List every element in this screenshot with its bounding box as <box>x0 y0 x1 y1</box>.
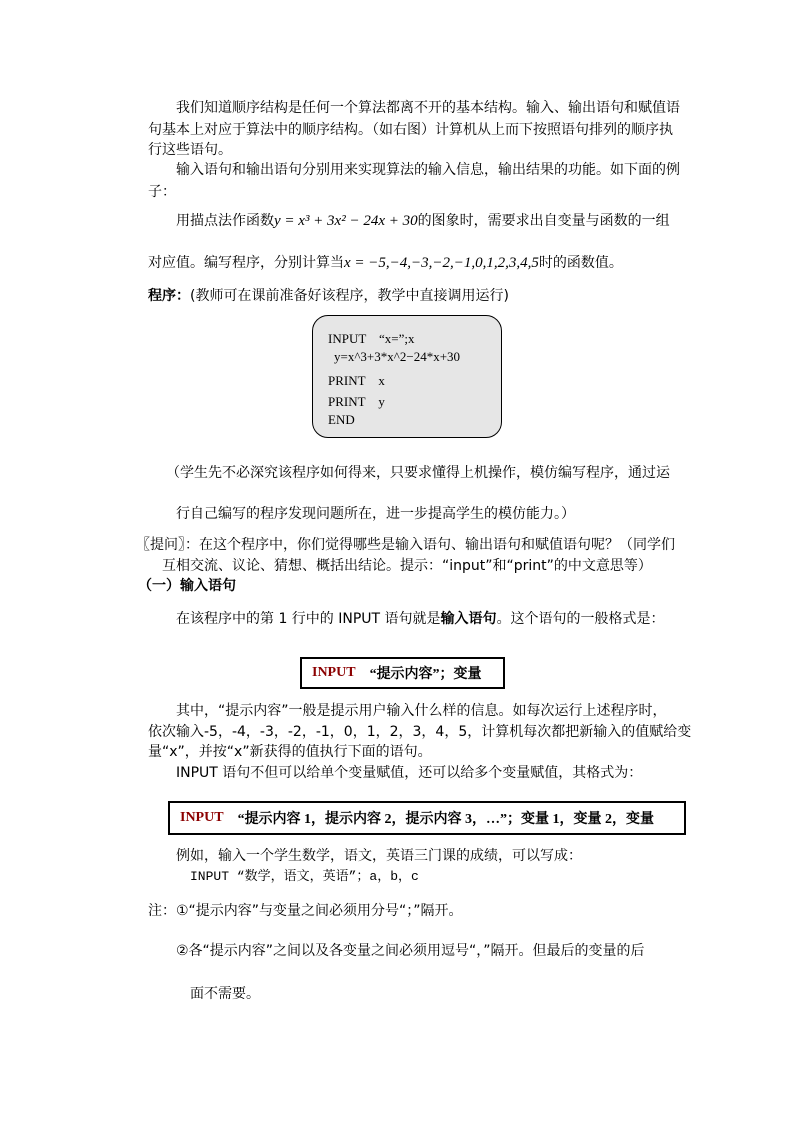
program-code-box <box>312 315 502 438</box>
section-text-prefix: 在该程序中的第 1 行中的 INPUT 语句就是 <box>176 611 441 627</box>
intro-line-1: 我们知道顺序结构是任何一个算法都离不开的基本结构。输入、输出语句和赋值语 <box>176 100 680 116</box>
format2-keyword: INPUT <box>180 810 224 825</box>
example-line2-prefix: 对应值。编写程序，分别计算当 <box>148 255 344 271</box>
example-suffix: 的图象时，需要求出自变量与函数的一组 <box>417 213 670 229</box>
format-box-single <box>300 657 505 689</box>
program-label: 程序： <box>148 288 190 304</box>
example-prefix: 用描点法作函数 <box>176 213 274 229</box>
section-text-suffix: 。这个语句的一般格式是： <box>496 611 665 627</box>
section-text-bold: 输入语句 <box>440 611 497 627</box>
example2-line-1: 例如，输入一个学生数学，语文，英语三门课的成绩，可以写成： <box>176 848 582 864</box>
example2-code: INPUT “数学，语文，英语”；a，b，c <box>190 869 419 884</box>
note-line-1: 注：①“提示内容”与变量之间必须用分号“；”隔开。 <box>148 903 463 919</box>
intro-line-3: 行这些语句。 <box>148 142 232 158</box>
section-heading: （一）输入语句 <box>138 578 236 594</box>
note-line-2: ②各“提示内容”之间以及各变量之间必须用逗号“，”隔开。但最后的变量的后 <box>176 943 645 959</box>
section-text <box>176 609 665 629</box>
format1-rest: “提示内容”；变量 <box>369 667 482 682</box>
question-line-2: 互相交流、议论、猜想、概括出结论。提示：“input”和“print”的中文意思等） <box>162 558 652 574</box>
intro-line-5: 子： <box>148 184 176 200</box>
intro-line-2: 句基本上对应于算法中的顺序结构。（如右图）计算机从上而下按照语句排列的顺序执 <box>148 122 673 138</box>
example-line2-suffix: 时的函数值。 <box>538 255 623 271</box>
note-line-3: 面不需要。 <box>190 986 260 1002</box>
code-line-3: PRINT x <box>328 373 385 388</box>
function-formula: y = x³ + 3x² − 24x + 30 <box>274 213 418 229</box>
explain-line-4: INPUT 语句不但可以给单个变量赋值，还可以给多个变量赋值，其格式为： <box>176 765 643 781</box>
code-line-4: PRINT y <box>328 394 385 409</box>
code-line-2: y=x^3+3*x^2−24*x+30 <box>334 349 461 364</box>
format-box-multiple <box>168 801 686 835</box>
format2-rest: “提示内容 1，提示内容 2，提示内容 3，…”；变量 1，变量 2，变量 <box>237 812 655 827</box>
format1-keyword: INPUT <box>312 665 356 680</box>
example-line-2 <box>148 253 623 273</box>
code-line-1: INPUT “x=”;x <box>328 331 415 346</box>
explain-line-2: 依次输入-5，-4，-3，-2，-1，0，1，2，3，4，5，计算机每次都把新输入的值赋给变 <box>148 724 692 740</box>
explain-line-3: 量“x”，并按“x”新获得的值执行下面的语句。 <box>148 744 432 760</box>
student-note-line-2: 行自己编写的程序发现问题所在，进一步提高学生的模仿能力。） <box>176 506 575 522</box>
code-line-5: END <box>328 412 355 427</box>
x-values: x = −5,−4,−3,−2,−1,0,1,2,3,4,5 <box>344 255 539 271</box>
question-line-1: 〖提问〗：在这个程序中，你们觉得哪些是输入语句、输出语句和赋值语句呢？（同学们 <box>136 537 675 553</box>
student-note-line-1: （学生先不必深究该程序如何得来，只要求懂得上机操作，模仿编写程序，通过运 <box>166 465 670 481</box>
explain-line-1: 其中，“提示内容”一般是提示用户输入什么样的信息。如每次运行上述程序时， <box>176 703 667 719</box>
intro-line-4: 输入语句和输出语句分别用来实现算法的输入信息，输出结果的功能。如下面的例 <box>176 162 680 178</box>
program-note: (教师可在课前准备好该程序，教学中直接调用运行) <box>190 288 509 304</box>
program-heading <box>148 286 509 306</box>
example-line-1 <box>176 211 670 231</box>
